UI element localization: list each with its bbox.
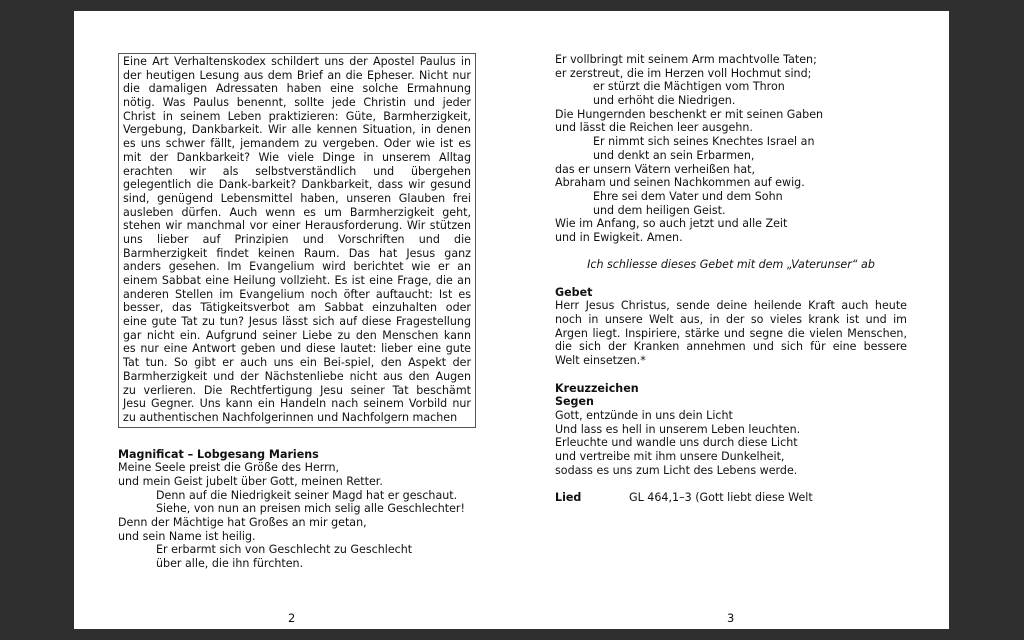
verse-line: Denn auf die Niedrigkeit seiner Magd hat er geschaut. [156,488,458,502]
page-number-right: 3 [727,611,735,625]
verse-line: und lässt die Reichen leer ausgehn. [555,121,753,135]
verse-line: das er unsern Vätern verheißen hat, [555,162,756,176]
segen-line: Gott, entzünde in uns dein Licht [555,408,733,422]
verse-line: Ehre sei dem Vater und dem Sohn [593,189,783,203]
intro-text-box [118,53,476,428]
intro-line: einem Sabbat eine Heilung vollzieht. Es ist eine Frage, die an [123,274,471,287]
verse-line: und in Ewigkeit. Amen. [555,230,683,244]
intro-line: uns lieber auf Prinzipien und Vorschriften und die [123,232,471,246]
intro-line: Christ in seinem Leben praktizieren: Güte, Barmherzigkeit, [123,109,471,123]
lied-row [555,491,907,505]
verse-line: Wie im Anfang, so auch jetzt und alle Zeit [555,217,788,231]
intro-line: eine gute Tat zu tun? Jesus lässt sich auf diese Fragestellung [123,315,471,329]
segen-line: sodass es uns zum Licht des Lebens werde. [555,463,798,477]
verse-line: und sein Name ist heilig. [118,529,256,543]
verse-line: Abraham und seinen Nachkommen auf ewig. [555,176,805,190]
segen-title: Segen [555,395,594,409]
gebet-line: noch in unsere Welt aus, in der so vieles krank ist und im [555,313,907,327]
intro-line: Jesu Gegner. Uns kann ein Handeln nach seinem Vorbild nur [123,397,471,411]
intro-line: Barmherzigkeit findet keinen Raum. Das hat Jesus ganz [123,246,471,260]
verse-line: Siehe, von nun an preisen mich selig alle Geschlechter! [156,502,465,516]
verse-line: über alle, die ihn fürchten. [156,557,304,571]
intro-line: mit der Dankbarkeit? Wie viele Dinge in unserem Alltag [123,150,471,164]
document-page [74,11,949,629]
intro-line: der heutigen Lesung aus dem Brief an die Epheser. Nicht nur [123,68,471,82]
spacer [555,245,907,259]
verse-line: und erhöht die Niedrigen. [593,94,736,108]
gebet-line: Argen liegt. Inspiriere, stärke und segne die vielen Menschen, [555,326,907,340]
gebet-line: die sich der Kranken annehmen und sich für eine bessere [555,340,907,354]
magnificat-title: Magnificat – Lobgesang Mariens [118,447,319,461]
verse-line: Er vollbringt mit seinem Arm machtvolle Taten; [555,53,817,66]
page-number-left: 2 [288,611,296,625]
segen-text [555,409,907,477]
spacer [555,477,907,491]
segen-line: und vertreibe mit ihm unsere Dunkelheit, [555,449,785,463]
intro-line: nötig. Was Paulus benennt, sollte jede Christin und jeder [123,96,471,110]
lied-text: GL 464,1–3 (Gott liebt diese Welt [629,491,813,505]
gebet-text [555,299,907,367]
verse-line: Er erbarmt sich von Geschlecht zu Geschlecht [156,543,413,557]
magnificat-continued [555,53,907,245]
verse-line: er zerstreut, die im Herzen voll Hochmut sind; [555,66,812,80]
kreuzzeichen-title: Kreuzzeichen [555,381,639,395]
intro-line: erachten wir als selbstverständlich und übergehen [123,164,471,178]
gebet-line: Welt einsetzen.* [555,354,646,368]
verse-line: und mein Geist jubelt über Gott, meinen Retter. [118,474,383,488]
right-page [555,53,907,505]
intro-line: gar nicht ein. Aufgrund seiner Liebe zu den Menschen kann [123,328,471,342]
lied-label: Lied [555,491,582,505]
intro-line: es nur eine Antwort geben und diese lautet: lieber eine gute [123,342,471,356]
intro-line: Tat tun. So gibt er auch uns ein Bei-spiel, den Aspekt der [123,356,471,370]
left-page [118,53,474,571]
magnificat-verses [118,461,474,571]
intro-line: zu authentischen Nachfolgerinnen und Nachfolgern machen [123,410,458,424]
verse-line: Meine Seele preist die Größe des Herrn, [118,461,340,475]
verse-line: er stürzt die Mächtigen vom Thron [593,80,785,94]
verse-line: Denn der Mächtige hat Großes an mir getan, [118,516,367,530]
gebet-title: Gebet [555,285,593,299]
intro-line: die damaligen Adressaten haben eine solche Ermahnung [123,82,471,96]
verse-line: Die Hungernden beschenkt er mit seinen Gaben [555,107,824,121]
vaterunser-note: Ich schliesse dieses Gebet mit dem „Vaterunser“ ab [587,258,875,272]
intro-line: gelegentlich die Dank-barkeit? Dankbarkeit, dass wir gesund [123,178,471,192]
intro-line: stehen wir manchmal vor einer Herausforderung. Wir stützen [123,219,471,233]
spacer [555,272,907,286]
intro-line: Vergebung, Dankbarkeit. Wir alle kennen Situation, in denen [123,123,471,137]
intro-line: zu verlieren. Die Rechtfertigung Jesu seiner Tat beschämt [123,383,471,397]
spacer [118,428,474,448]
intro-line: Eine Art Verhaltenskodex schildert uns der Apostel Paulus in [123,55,471,68]
intro-line: anders gesehen. Im Evangelium wird berichtet wie er an [123,260,471,274]
intro-line: Barmherzigkeit und der Nächstenliebe nicht aus den Augen [123,369,471,383]
spacer [555,368,907,382]
verse-line: und dem heiligen Geist. [593,203,726,217]
intro-line: anderen Stellen im Evangelium noch öfter auftaucht: Ist es [123,287,471,301]
segen-line: Und lass es hell in unserem Leben leuchten. [555,422,801,436]
segen-line: Erleuchte und wandle uns durch diese Licht [555,436,798,450]
intro-line: ausleben dürfen. Auch wenn es um Barmherzigkeit geht, [123,205,471,219]
verse-line: und denkt an sein Erbarmen, [593,148,755,162]
verse-line: Er nimmt sich seines Knechtes Israel an [593,135,815,149]
intro-line: besser, das Tätigkeitsverbot am Sabbat einzuhalten oder [123,301,471,315]
intro-line: sind, genügend Lebensmittel haben, unseren Glauben frei [123,191,471,205]
intro-line: es uns schwer fällt, jemandem zu vergeben. Oder wie ist es [123,137,471,151]
gebet-line: Herr Jesus Christus, sende deine heilende Kraft auch heute [555,299,907,313]
